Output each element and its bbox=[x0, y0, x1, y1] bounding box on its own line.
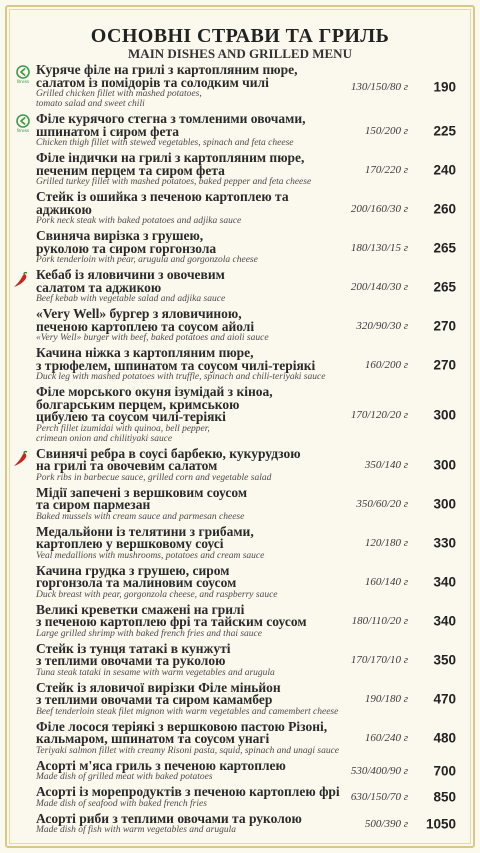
dish-name-en: Made dish of seafood with baked french fries bbox=[36, 798, 207, 809]
dish-weight: 200/160/30 г bbox=[350, 202, 408, 215]
chili-pepper-icon bbox=[12, 448, 32, 468]
dish-name-ua: Філе курячого стегна з томленими овочами, шпинатом і сиром фета bbox=[36, 111, 306, 139]
dish-name-en: Grilled turkey fillet with mashed potatoes, baked pepper and feta cheese bbox=[36, 177, 312, 187]
menu-item bbox=[36, 810, 456, 836]
dish-name-en: Beef tenderloin steak filet mignon with warm vegetables and camembert cheese bbox=[36, 706, 339, 717]
dish-price: 480 bbox=[433, 730, 456, 746]
menu-item bbox=[36, 230, 456, 265]
menu-item bbox=[36, 445, 456, 483]
dish-price: 300 bbox=[433, 496, 456, 512]
dish-price: 265 bbox=[433, 240, 456, 255]
dish-name-en: Pork tenderloin with pear, arugula and gorgonzola cheese bbox=[36, 255, 258, 265]
dish-price: 340 bbox=[433, 574, 456, 590]
dish-name-en: Veal medallions with mushrooms, potatoes and cream sauce bbox=[36, 550, 265, 561]
chili-pepper-icon bbox=[12, 269, 32, 289]
dish-name-en: Beef kebab with vegetable salad and adjika sauce bbox=[36, 294, 226, 304]
dish-price: 260 bbox=[433, 201, 456, 216]
dish-price: 350 bbox=[433, 652, 456, 668]
dish-name-en: Made dish of grilled meat with baked potatoes bbox=[36, 772, 213, 782]
dish-price: 850 bbox=[433, 789, 456, 805]
dish-price: 300 bbox=[433, 407, 456, 423]
dish-name-ua: Асорті із морепродуктів з печеною картоплею фрі bbox=[36, 784, 340, 799]
dish-name-ua: Філе індички на грилі з картопляним пюре, печеним перцем та сиром фета bbox=[36, 150, 305, 178]
menu-item bbox=[36, 523, 456, 561]
dish-name-ua: Стейк із тунця татакі в кунжуті з теплими овочами та руколою bbox=[36, 640, 231, 668]
dish-price: 700 bbox=[433, 763, 456, 779]
menu-item bbox=[36, 718, 456, 756]
dish-price: 300 bbox=[433, 457, 456, 473]
dish-name-ua: Свиняча вирізка з грушею, руколою та сиром горгонзола bbox=[36, 228, 217, 256]
dish-price: 270 bbox=[433, 318, 456, 333]
dish-weight: 130/150/80 г bbox=[350, 80, 408, 93]
menu-item bbox=[16, 62, 456, 109]
dish-price: 340 bbox=[433, 613, 456, 629]
dish-weight: 200/140/30 г bbox=[350, 280, 408, 293]
dish-price: 225 bbox=[433, 123, 456, 138]
fitness-badge-label: fitness bbox=[16, 79, 30, 84]
menu-header bbox=[0, 26, 480, 61]
dish-name-ua: Кебаб із яловичини з овочевим салатом та аджикою bbox=[36, 267, 225, 295]
dish-name-ua: Асорті риби з теплими овочами та руколою bbox=[36, 810, 302, 826]
menu-item bbox=[36, 484, 456, 522]
fitness-badge-icon bbox=[15, 114, 31, 134]
dish-name-en: Made dish of fish with warm vegetables and arugula bbox=[36, 825, 237, 835]
dish-name-ua: Асорті м'яса гриль з печеною картоплею bbox=[36, 757, 286, 773]
dish-name-ua: Куряче філе на грилі з картопляним пюре, салатом із помідорів та солодким чилі bbox=[36, 62, 298, 90]
dish-name-ua: Стейк із ошийка з печеною картоплею та аджикою bbox=[36, 189, 289, 217]
dish-weight: 500/390 г bbox=[364, 817, 408, 830]
menu-item bbox=[36, 757, 456, 783]
dish-name-en: Tuna steak tataki in sesame with warm vegetables and arugula bbox=[36, 667, 275, 678]
menu-item bbox=[36, 347, 456, 382]
menu-item bbox=[36, 679, 456, 717]
dish-name-en: «Very Well» burger with beef, baked potatoes and aioli sauce bbox=[36, 333, 269, 343]
dish-weight: 160/200 г bbox=[364, 358, 408, 371]
dish-price: 270 bbox=[433, 357, 456, 372]
dish-weight: 350/60/20 г bbox=[356, 498, 408, 510]
dish-weight: 530/400/90 г bbox=[350, 764, 408, 777]
dish-weight: 190/180 г bbox=[364, 693, 408, 705]
dish-weight: 630/150/70 г bbox=[350, 791, 408, 804]
dish-price: 240 bbox=[433, 162, 456, 177]
dish-name-en: Baked mussels with cream sauce and parmesan cheese bbox=[36, 511, 245, 522]
dish-name-en: Large grilled shrimp with baked french fries and thai sauce bbox=[36, 628, 262, 639]
dish-name-ua: «Very Well» бургер з яловичиною, печеною картоплею та соусом айолі bbox=[36, 306, 255, 334]
fitness-badge-label: fitness bbox=[16, 128, 30, 133]
dish-weight: 120/180 г bbox=[364, 537, 408, 549]
menu-subtitle: MAIN DISHES AND GRILLED MENU bbox=[128, 46, 352, 61]
dish-name-ua: Великі креветки смажені на грилі з печеною картоплею фрі та тайским соусом bbox=[36, 601, 307, 629]
dish-name-ua: Мідії запечені з вершковим соусом та сиром пармезан bbox=[36, 484, 248, 512]
dish-weight: 150/200 г bbox=[364, 124, 408, 137]
dish-price: 470 bbox=[433, 691, 456, 707]
dish-price: 330 bbox=[433, 535, 456, 551]
dish-weight: 170/120/20 г bbox=[350, 408, 408, 421]
dish-price: 190 bbox=[433, 79, 456, 94]
dish-name-ua: Стейк із яловичої вирізки Філе міньйон з теплими овочами та сиром камамбер bbox=[36, 679, 281, 707]
dish-weight: 160/240 г bbox=[364, 732, 408, 744]
menu-item bbox=[36, 269, 456, 304]
menu-title: ОСНОВНІ СТРАВИ ТА ГРИЛЬ bbox=[90, 25, 390, 47]
dish-name-en: Duck leg with mashed potatoes with truffle, spinach and chili-teriyaki sauce bbox=[36, 372, 326, 382]
dish-name-en: Grilled chicken fillet with mashed potatoes, tomato salad and sweet chili bbox=[36, 89, 202, 109]
menu-item bbox=[36, 562, 456, 600]
menu-item bbox=[16, 111, 456, 148]
menu-item bbox=[36, 152, 456, 187]
dish-name-ua: Філе лосося теріякі з вершковою пастою Різоні, кальмаром, шпинатом та соусом унагі bbox=[36, 718, 328, 746]
dish-name-ua: Качина грудка з грушею, сиром горгонзола та малиновим соусом bbox=[36, 562, 237, 590]
dish-weight: 320/90/30 г bbox=[356, 319, 408, 332]
dish-weight: 350/140 г bbox=[364, 459, 408, 471]
dish-name-ua: Свинячі ребра в соусі барбекю, кукурудзою на грилі та овочевим салатом bbox=[36, 445, 301, 473]
dish-name-ua: Філе морського окуня ізумідай з кіноа, болгарським перцем, кримською цибулею та соусом чилі-теріякі bbox=[36, 384, 273, 424]
dish-name-en: Pork ribs in barbecue sauce, grilled corn and vegetable salad bbox=[36, 472, 272, 483]
dish-price: 265 bbox=[433, 279, 456, 294]
menu-item bbox=[36, 640, 456, 678]
dish-weight: 180/110/20 г bbox=[351, 615, 408, 627]
dish-weight: 170/220 г bbox=[364, 163, 408, 176]
menu-item bbox=[36, 191, 456, 226]
fitness-badge-icon bbox=[15, 65, 31, 85]
menu-item bbox=[36, 601, 456, 639]
dish-weight: 180/130/15 г bbox=[350, 241, 408, 254]
dish-name-en: Duck breast with pear, gorgonzola cheese, and raspberry sauce bbox=[36, 589, 278, 600]
dish-name-ua: Качина ніжка з картопляним пюре, з трюфелем, шпинатом та соусом чилі-теріякі bbox=[36, 345, 316, 373]
menu-item bbox=[36, 386, 456, 444]
menu-list bbox=[16, 62, 456, 839]
dish-name-ua: Медальйони із телятини з грибами, картоплею у вершковому соусі bbox=[36, 523, 254, 551]
dish-weight: 170/170/10 г bbox=[350, 654, 408, 666]
dish-name-en: Perch fillet izumidai with quinoa, bell pepper, crimean onion and chilitiyaki sauce bbox=[36, 423, 210, 444]
dish-name-en: Teriyaki salmon fillet with creamy Risoni pasta, squid, spinach and unagi sauce bbox=[36, 745, 340, 756]
dish-price: 1050 bbox=[425, 816, 456, 832]
dish-name-en: Pork neck steak with baked potatoes and adjika sauce bbox=[36, 216, 242, 226]
menu-item bbox=[36, 308, 456, 343]
menu-item bbox=[36, 786, 456, 809]
dish-name-en: Chicken thigh fillet with stewed vegetables, spinach and feta cheese bbox=[36, 138, 294, 148]
dish-weight: 160/140 г bbox=[364, 576, 408, 588]
